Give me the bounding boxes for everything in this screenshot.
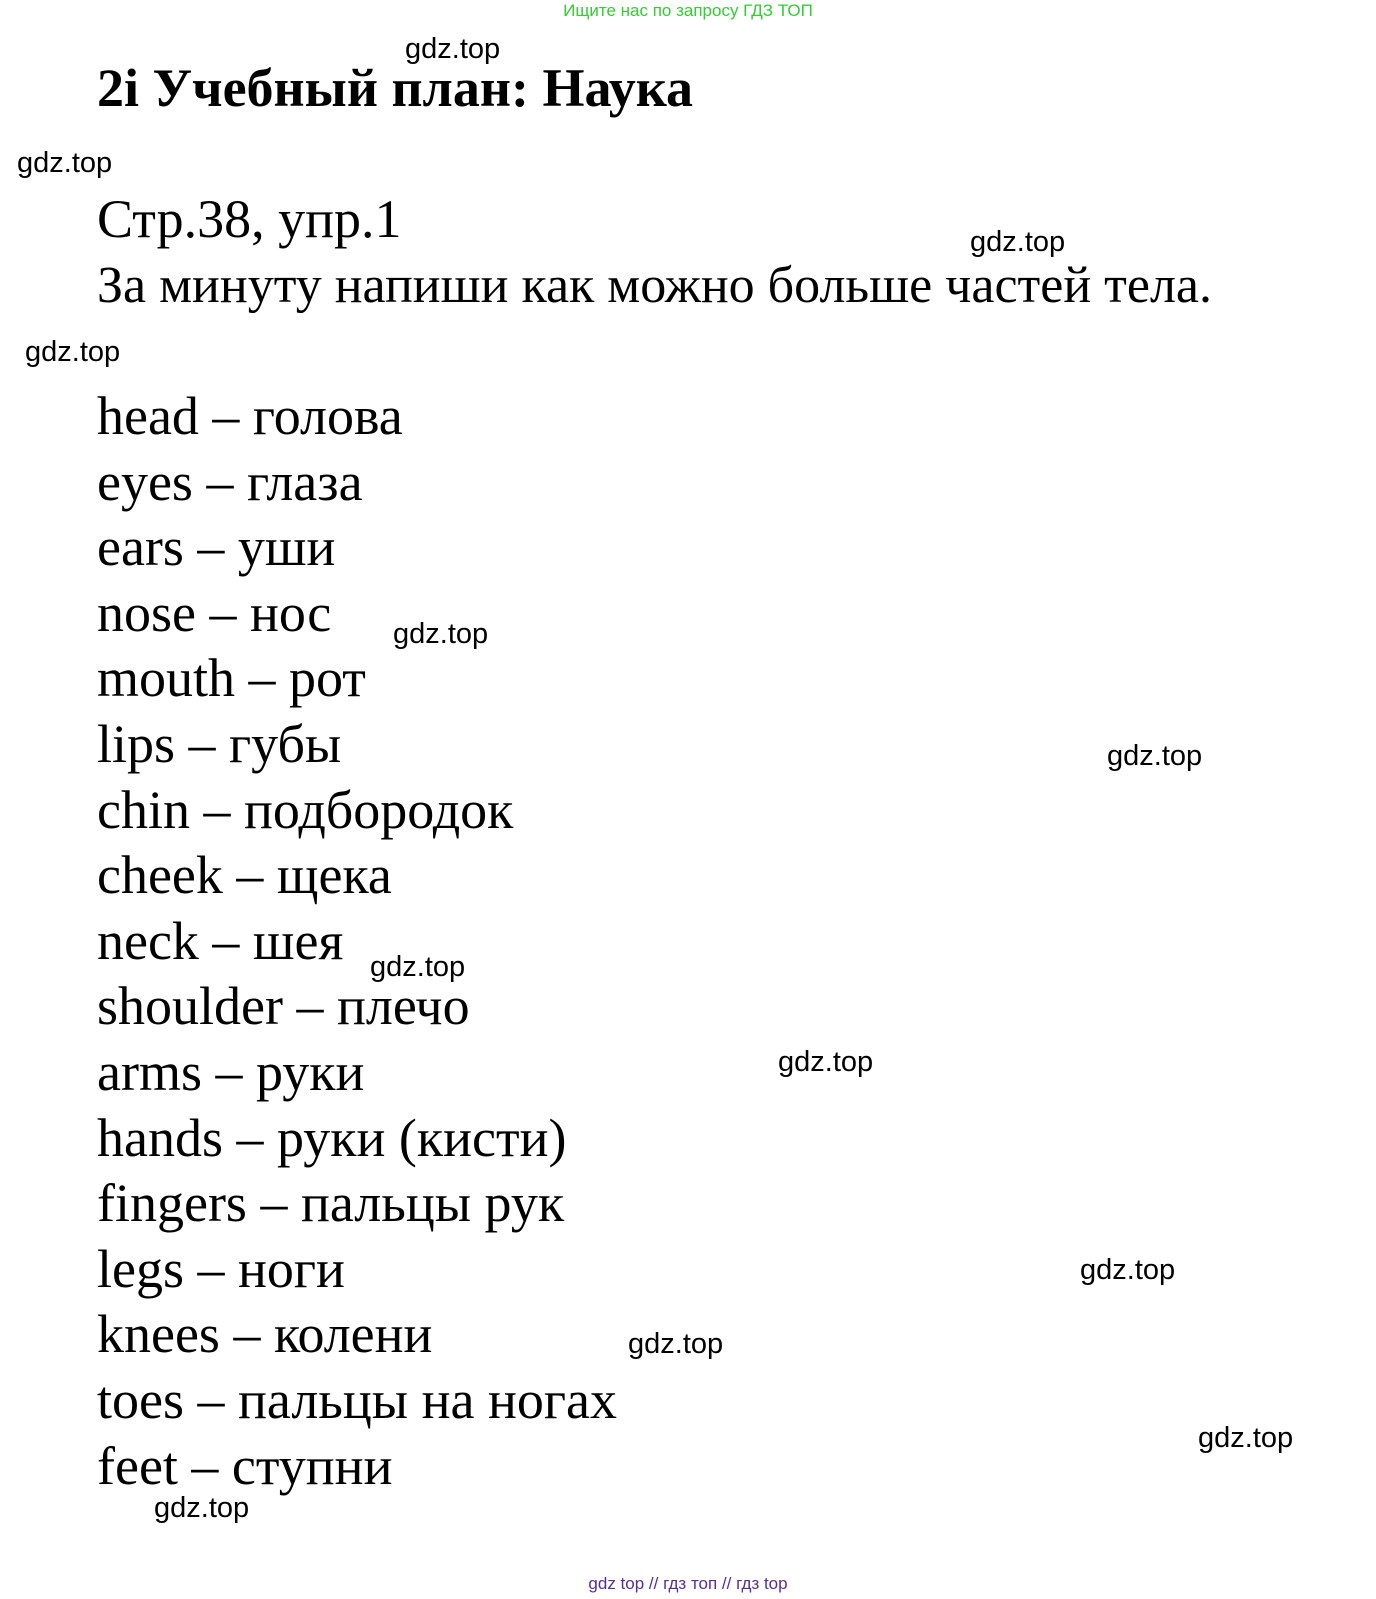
word-item: mouth – рот [97,648,366,709]
watermark: gdz.top [970,226,1066,258]
watermark: gdz.top [393,618,489,650]
watermark: gdz.top [1107,740,1203,772]
watermark: gdz.top [154,1492,250,1524]
word-item: chin – подбородок [97,779,514,840]
watermark: gdz.top [405,33,501,65]
word-item: hands – руки (кисти) [97,1107,567,1168]
word-item: nose – нос [97,582,332,643]
watermark: gdz.top [25,336,121,368]
word-item: legs – ноги [97,1238,345,1299]
word-item: knees – колени [97,1304,433,1365]
watermark: gdz.top [1080,1254,1176,1286]
top-banner: Ищите нас по запросу ГДЗ ТОП [563,1,813,20]
word-item: eyes – глаза [97,451,363,512]
watermark: gdz.top [370,951,466,983]
word-list [97,384,617,1499]
word-item: head – голова [97,386,403,446]
word-item: feet – ступни [97,1435,393,1496]
exercise-instruction: За минуту напиши как можно больше частей тела. [97,257,1213,314]
footer-watermark: gdz top // гдз топ // гдз top [588,1574,788,1593]
watermark: gdz.top [628,1328,724,1360]
word-item: neck – шея [97,910,344,971]
page-title: 2i Учебный план: Наука [97,58,694,118]
word-item: shoulder – плечо [97,976,470,1037]
word-item: ears – уши [97,517,336,578]
word-item: toes – пальцы на ногах [97,1369,617,1430]
word-item: lips – губы [97,713,342,774]
watermark: gdz.top [17,147,113,179]
watermark: gdz.top [778,1046,874,1078]
watermark: gdz.top [1198,1422,1294,1454]
word-item: fingers – пальцы рук [97,1173,565,1234]
word-item: cheek – щека [97,845,392,906]
word-item: arms – руки [97,1041,365,1102]
exercise-reference: Стр.38, упр.1 [97,189,402,249]
